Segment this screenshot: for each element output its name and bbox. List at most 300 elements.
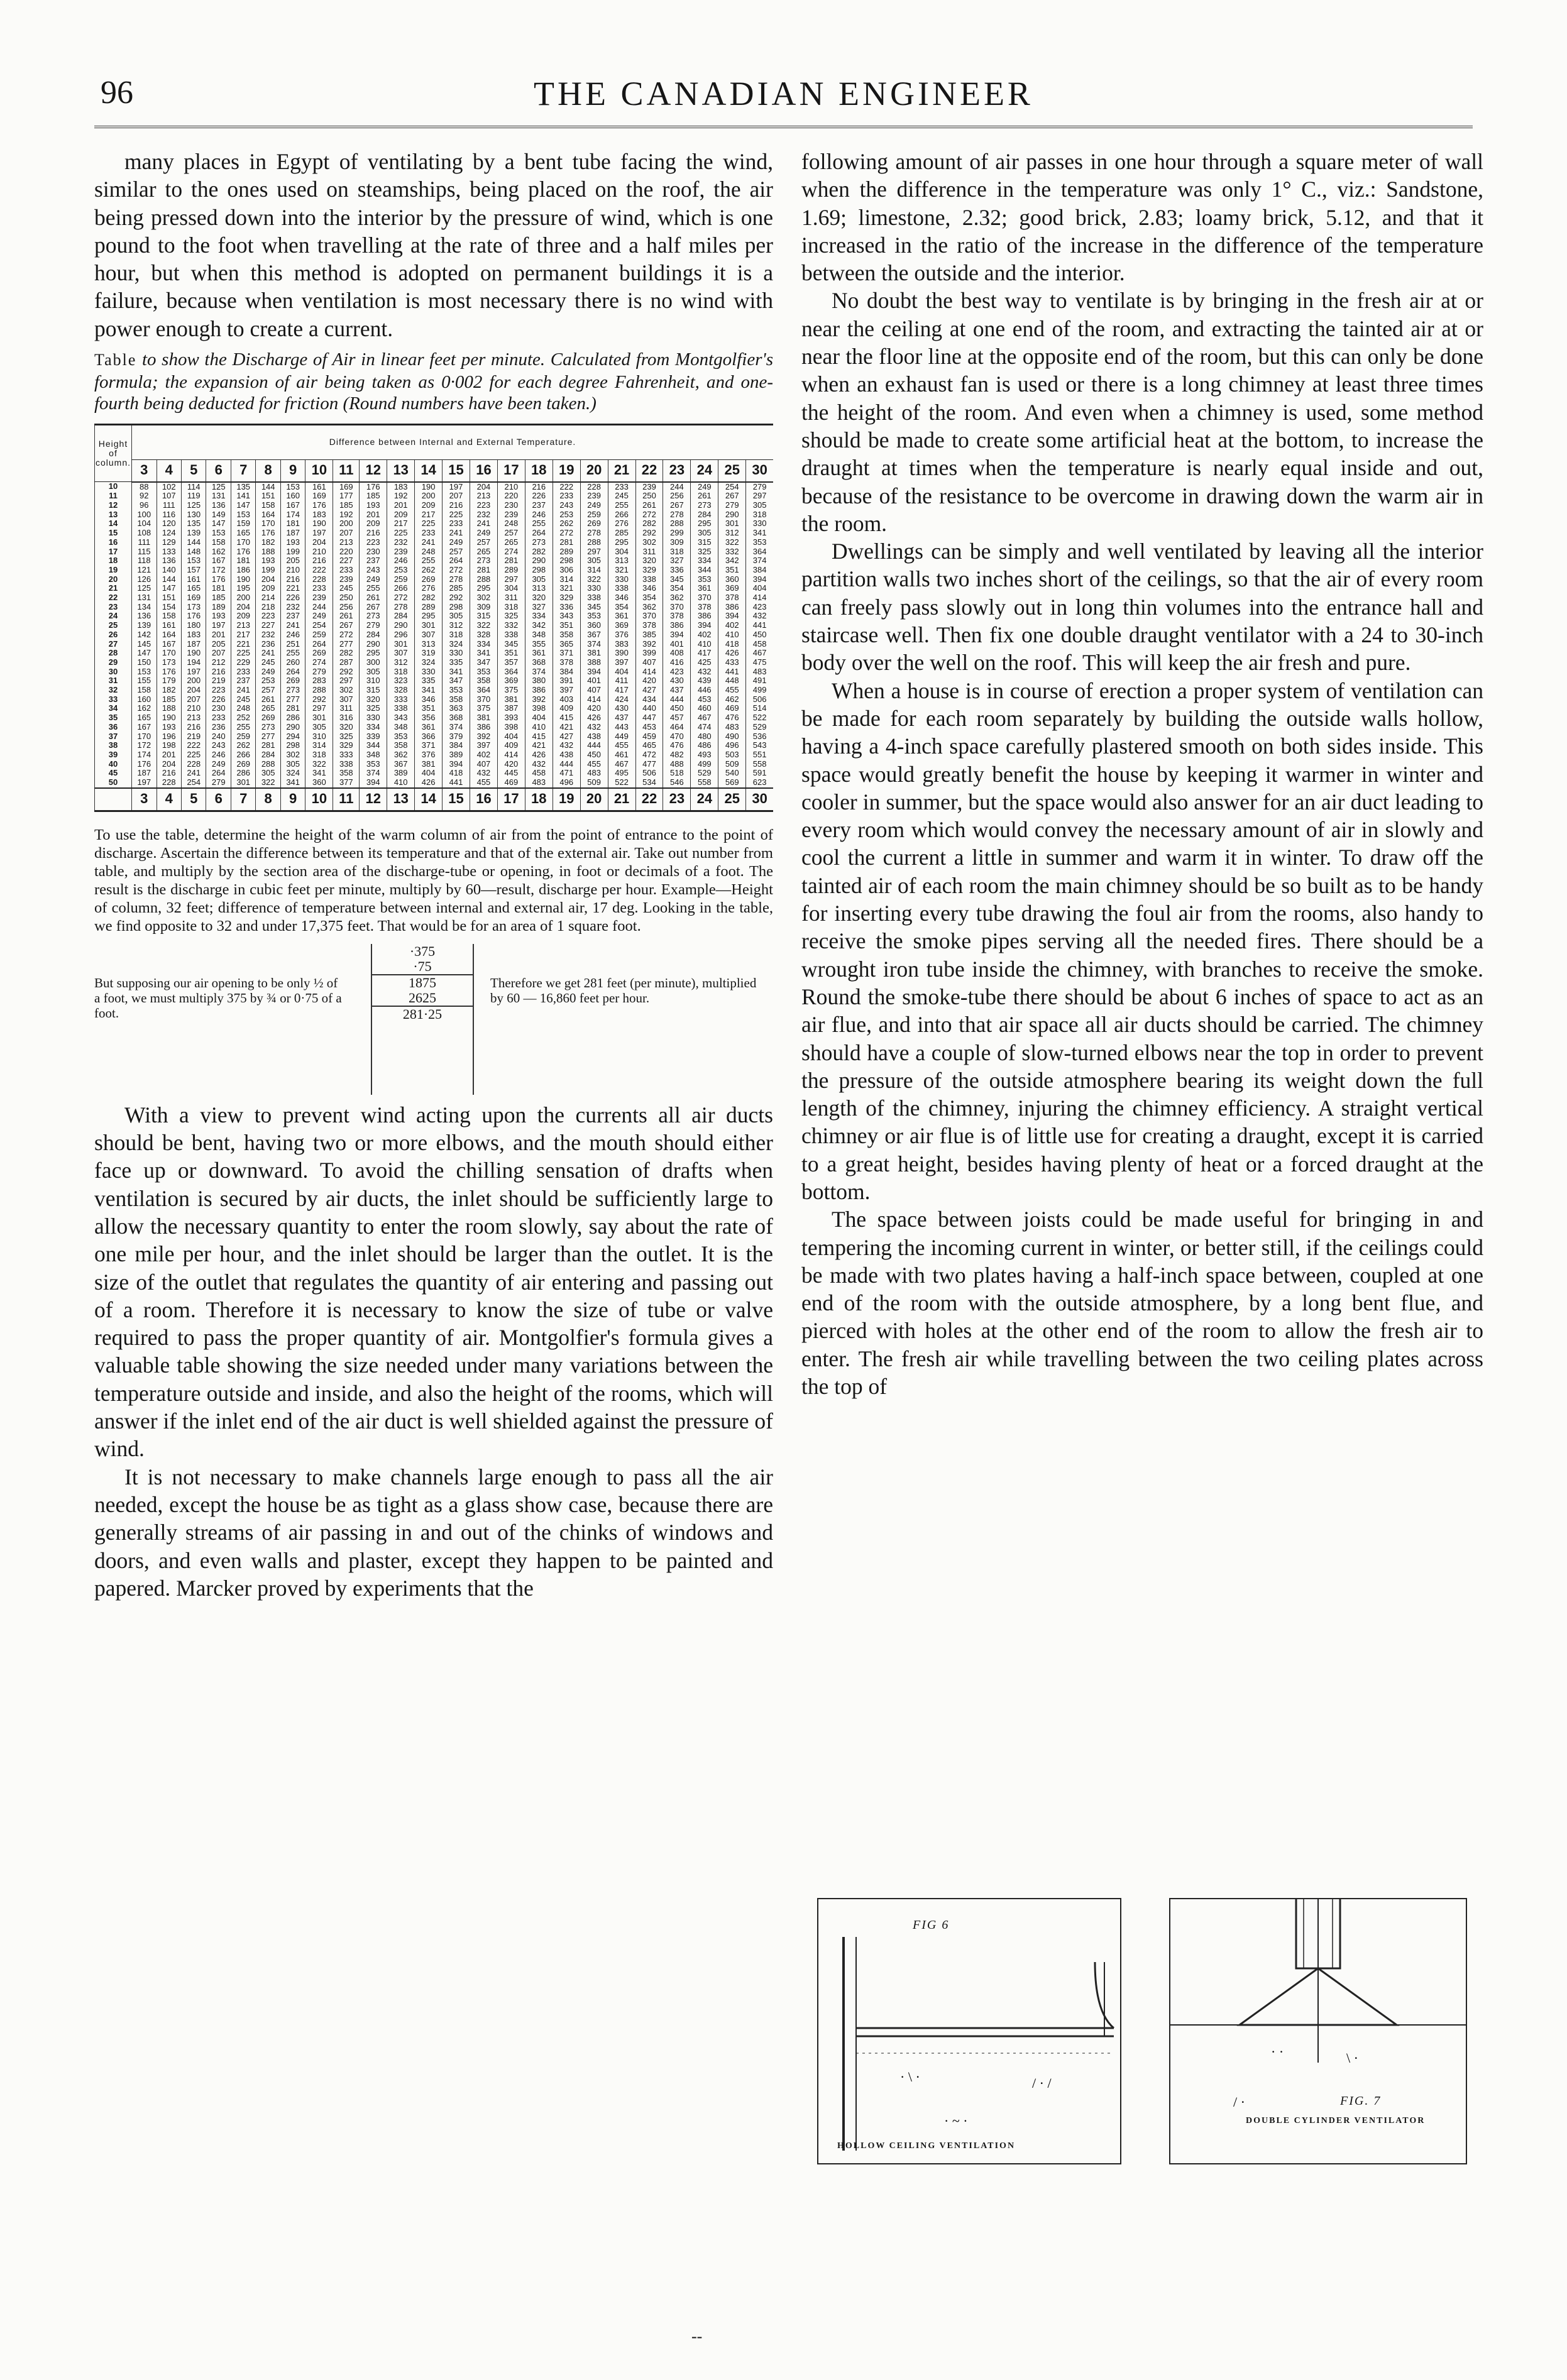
discharge-cell: 145: [132, 640, 157, 649]
discharge-cell: 174: [132, 750, 157, 760]
calc-left-note: But supposing our air opening to be only ½ of a foot, we must multiply 375 by ¾ or 0·75 of a foot.: [94, 975, 342, 1021]
discharge-cell: 328: [387, 686, 415, 695]
discharge-cell: 214: [256, 593, 280, 603]
discharge-cell: 245: [256, 658, 280, 667]
discharge-cell: 204: [470, 482, 497, 492]
discharge-cell: 233: [443, 519, 470, 529]
discharge-cell: 467: [746, 649, 773, 658]
discharge-cell: 341: [305, 769, 333, 778]
discharge-cell: 418: [443, 769, 470, 778]
discharge-cell: 241: [280, 621, 305, 630]
discharge-cell: 388: [580, 658, 608, 667]
discharge-cell: 249: [305, 611, 333, 621]
discharge-cell: 246: [280, 630, 305, 640]
temperature-footer: 15: [443, 788, 470, 811]
discharge-cell: 401: [580, 676, 608, 686]
discharge-cell: 404: [746, 584, 773, 593]
discharge-cell: 467: [608, 760, 635, 769]
discharge-cell: 209: [415, 501, 443, 510]
discharge-cell: 135: [231, 482, 255, 492]
discharge-cell: 255: [525, 519, 553, 529]
discharge-cell: 320: [635, 556, 663, 566]
discharge-cell: 440: [635, 704, 663, 713]
discharge-cell: 437: [608, 713, 635, 723]
discharge-cell: 114: [181, 482, 206, 492]
discharge-cell: 325: [333, 732, 360, 742]
discharge-cell: 367: [387, 760, 415, 769]
discharge-cell: 185: [157, 695, 181, 705]
discharge-cell: 376: [608, 630, 635, 640]
table-row: [95, 649, 774, 658]
svg-text:· ·: · ·: [1271, 2044, 1284, 2059]
table-row: [95, 538, 774, 547]
discharge-cell: 239: [497, 510, 525, 520]
discharge-cell: 450: [746, 630, 773, 640]
discharge-cell: 165: [132, 713, 157, 723]
discharge-cell: 96: [132, 501, 157, 510]
height-cell: 20: [95, 575, 132, 584]
discharge-cell: 264: [280, 667, 305, 677]
discharge-cell: 518: [663, 769, 691, 778]
discharge-cell: 302: [333, 686, 360, 695]
discharge-cell: 305: [280, 760, 305, 769]
discharge-cell: 361: [691, 584, 718, 593]
temperature-header: 4: [157, 459, 181, 482]
discharge-cell: 483: [718, 723, 746, 732]
discharge-cell: 360: [305, 778, 333, 788]
discharge-cell: 284: [360, 630, 387, 640]
svg-text:/ · /: / · /: [1032, 2075, 1052, 2091]
discharge-cell: 161: [181, 575, 206, 584]
discharge-cell: 249: [206, 760, 231, 769]
discharge-cell: 514: [746, 704, 773, 713]
height-cell: 17: [95, 547, 132, 557]
discharge-cell: 332: [718, 547, 746, 557]
discharge-cell: 591: [746, 769, 773, 778]
discharge-cell: 295: [415, 611, 443, 621]
discharge-cell: 328: [470, 630, 497, 640]
discharge-cell: 546: [663, 778, 691, 788]
discharge-cell: 361: [525, 649, 553, 658]
discharge-cell: 227: [333, 556, 360, 566]
discharge-cell: 181: [231, 556, 255, 566]
discharge-cell: 445: [497, 769, 525, 778]
discharge-cell: 292: [443, 593, 470, 603]
discharge-cell: 476: [718, 713, 746, 723]
discharge-cell: 164: [256, 510, 280, 520]
discharge-cell: 432: [470, 769, 497, 778]
discharge-cell: 354: [663, 584, 691, 593]
discharge-cell: 448: [718, 676, 746, 686]
discharge-cell: 220: [497, 491, 525, 501]
discharge-cell: 170: [132, 732, 157, 742]
discharge-cell: 267: [360, 603, 387, 612]
temperature-footer: 14: [415, 788, 443, 811]
discharge-cell: 136: [206, 501, 231, 510]
discharge-cell: 281: [553, 538, 580, 547]
svg-text:\ ·: \ ·: [1346, 2050, 1358, 2066]
discharge-cell: 279: [718, 501, 746, 510]
temperature-footer: 16: [470, 788, 497, 811]
discharge-cell: 418: [718, 640, 746, 649]
table-row: [95, 686, 774, 695]
discharge-cell: 338: [333, 760, 360, 769]
discharge-cell: 325: [691, 547, 718, 557]
discharge-cell: 398: [525, 704, 553, 713]
discharge-cell: 264: [525, 529, 553, 538]
discharge-cell: 301: [305, 713, 333, 723]
discharge-cell: 287: [333, 658, 360, 667]
discharge-cell: 358: [443, 695, 470, 705]
discharge-cell: 210: [305, 547, 333, 557]
discharge-cell: 355: [525, 640, 553, 649]
temperature-header: 14: [415, 459, 443, 482]
discharge-cell: 378: [691, 603, 718, 612]
discharge-cell: 237: [280, 611, 305, 621]
height-cell: 45: [95, 769, 132, 778]
discharge-cell: 441: [718, 667, 746, 677]
table-row: [95, 732, 774, 742]
discharge-cell: 115: [132, 547, 157, 557]
discharge-cell: 342: [525, 621, 553, 630]
discharge-cell: 471: [553, 769, 580, 778]
discharge-cell: 139: [132, 621, 157, 630]
discharge-cell: 402: [718, 621, 746, 630]
discharge-cell: 493: [691, 750, 718, 760]
discharge-cell: 147: [132, 649, 157, 658]
discharge-cell: 496: [718, 741, 746, 750]
discharge-cell: 174: [280, 510, 305, 520]
discharge-cell: 288: [580, 538, 608, 547]
svg-text:· ~ ·: · ~ ·: [944, 2113, 968, 2129]
discharge-cell: 325: [497, 611, 525, 621]
height-cell: 31: [95, 676, 132, 686]
temperature-footer: 4: [157, 788, 181, 811]
discharge-cell: 217: [387, 519, 415, 529]
discharge-cell: 320: [525, 593, 553, 603]
discharge-cell: 503: [718, 750, 746, 760]
discharge-cell: 318: [497, 603, 525, 612]
discharge-cell: 265: [256, 704, 280, 713]
discharge-cell: 281: [280, 704, 305, 713]
discharge-cell: 305: [305, 723, 333, 732]
discharge-cell: 298: [443, 603, 470, 612]
discharge-cell: 197: [181, 667, 206, 677]
table-row: [95, 547, 774, 557]
temperature-header: 7: [231, 459, 255, 482]
discharge-cell: 475: [746, 658, 773, 667]
discharge-cell: 370: [635, 611, 663, 621]
discharge-cell: 176: [206, 575, 231, 584]
discharge-cell: 250: [333, 593, 360, 603]
table-row: [95, 704, 774, 713]
discharge-cell: 499: [746, 686, 773, 695]
discharge-cell: 278: [443, 575, 470, 584]
discharge-cell: 353: [691, 575, 718, 584]
discharge-cell: 381: [580, 649, 608, 658]
temperature-footer: 20: [580, 788, 608, 811]
discharge-cell: 121: [132, 566, 157, 575]
discharge-cell: 142: [132, 630, 157, 640]
discharge-cell: 432: [553, 741, 580, 750]
discharge-cell: 414: [635, 667, 663, 677]
discharge-cell: 540: [718, 769, 746, 778]
discharge-cell: 402: [470, 750, 497, 760]
discharge-cell: 404: [415, 769, 443, 778]
discharge-cell: 176: [305, 501, 333, 510]
discharge-cell: 378: [663, 611, 691, 621]
discharge-cell: 229: [231, 658, 255, 667]
temperature-footer-row: [95, 788, 774, 811]
discharge-cell: 130: [181, 510, 206, 520]
discharge-cell: 131: [206, 491, 231, 501]
height-cell: 37: [95, 732, 132, 742]
discharge-cell: 169: [305, 491, 333, 501]
discharge-cell: 392: [525, 695, 553, 705]
discharge-cell: 233: [206, 713, 231, 723]
table-row: [95, 741, 774, 750]
discharge-cell: 506: [746, 695, 773, 705]
discharge-cell: 151: [256, 491, 280, 501]
discharge-cell: 176: [181, 611, 206, 621]
discharge-cell: 370: [470, 695, 497, 705]
discharge-cell: 290: [360, 640, 387, 649]
discharge-cell: 361: [608, 611, 635, 621]
discharge-cell: 371: [553, 649, 580, 658]
discharge-cell: 226: [280, 593, 305, 603]
discharge-cell: 204: [157, 760, 181, 769]
discharge-cell: 244: [663, 482, 691, 492]
discharge-cell: 307: [387, 649, 415, 658]
discharge-cell: 314: [305, 741, 333, 750]
discharge-cell: 129: [157, 538, 181, 547]
discharge-cell: 311: [635, 547, 663, 557]
hollow-ceiling-drawing: [818, 1899, 1120, 2163]
discharge-cell: 453: [691, 695, 718, 705]
discharge-cell: 312: [718, 529, 746, 538]
discharge-cell: 421: [525, 741, 553, 750]
discharge-cell: 426: [415, 778, 443, 788]
discharge-cell: 417: [691, 649, 718, 658]
table-row: [95, 676, 774, 686]
discharge-cell: 261: [360, 593, 387, 603]
discharge-cell: 392: [635, 640, 663, 649]
discharge-cell: 188: [256, 547, 280, 557]
discharge-cell: 491: [746, 676, 773, 686]
discharge-cell: 302: [635, 538, 663, 547]
discharge-cell: 200: [181, 676, 206, 686]
discharge-cell: 298: [280, 741, 305, 750]
discharge-cell: 377: [333, 778, 360, 788]
discharge-cell: 330: [608, 575, 635, 584]
discharge-cell: 354: [608, 603, 635, 612]
temperature-footer: 12: [360, 788, 387, 811]
discharge-cell: 332: [497, 621, 525, 630]
discharge-cell: 353: [387, 732, 415, 742]
discharge-cell: 334: [525, 611, 553, 621]
discharge-cell: 253: [256, 676, 280, 686]
discharge-cell: 100: [132, 510, 157, 520]
discharge-cell: 281: [256, 741, 280, 750]
discharge-cell: 534: [635, 778, 663, 788]
discharge-cell: 255: [360, 584, 387, 593]
table-row: [95, 519, 774, 529]
calc-line: 281·25: [402, 1006, 443, 1022]
discharge-cell: 295: [470, 584, 497, 593]
discharge-cell: 249: [580, 501, 608, 510]
discharge-cell: 190: [231, 575, 255, 584]
svg-text:· \ ·: · \ ·: [900, 2069, 920, 2085]
discharge-cell: 341: [746, 529, 773, 538]
discharge-cell: 200: [231, 593, 255, 603]
calc-line: ·375: [409, 943, 436, 959]
discharge-cell: 167: [280, 501, 305, 510]
calc-working: [371, 944, 474, 1095]
discharge-cell: 394: [580, 667, 608, 677]
discharge-cell: 267: [333, 621, 360, 630]
discharge-cell: 363: [443, 704, 470, 713]
discharge-cell: 426: [718, 649, 746, 658]
discharge-cell: 490: [718, 732, 746, 742]
discharge-cell: 342: [718, 556, 746, 566]
discharge-cell: 230: [497, 501, 525, 510]
discharge-cell: 334: [470, 640, 497, 649]
discharge-cell: 427: [635, 686, 663, 695]
temperature-footer: 25: [718, 788, 746, 811]
discharge-cell: 252: [231, 713, 255, 723]
discharge-cell: 378: [553, 658, 580, 667]
discharge-cell: 278: [580, 529, 608, 538]
discharge-cell: 204: [305, 538, 333, 547]
discharge-cell: 522: [746, 713, 773, 723]
discharge-cell: 495: [608, 769, 635, 778]
discharge-cell: 249: [360, 575, 387, 584]
fig6-diagram: [817, 1898, 1121, 2164]
temperature-footer: 30: [746, 788, 773, 811]
discharge-cell: 394: [691, 621, 718, 630]
discharge-cell: 329: [333, 741, 360, 750]
temperature-header: 12: [360, 459, 387, 482]
temperature-header: 9: [280, 459, 305, 482]
discharge-cell: 147: [231, 501, 255, 510]
discharge-cell: 318: [746, 510, 773, 520]
discharge-cell: 279: [305, 667, 333, 677]
discharge-cell: 225: [443, 510, 470, 520]
discharge-cell: 230: [360, 547, 387, 557]
discharge-cell: 304: [497, 584, 525, 593]
discharge-cell: 193: [256, 556, 280, 566]
discharge-cell: 255: [231, 723, 255, 732]
discharge-cell: 233: [231, 667, 255, 677]
discharge-cell: 482: [663, 750, 691, 760]
discharge-cell: 225: [387, 529, 415, 538]
discharge-cell: 447: [635, 713, 663, 723]
table-row: [95, 723, 774, 732]
discharge-cell: 157: [181, 566, 206, 575]
discharge-cell: 292: [305, 695, 333, 705]
discharge-cell: 369: [608, 621, 635, 630]
discharge-cell: 414: [580, 695, 608, 705]
discharge-cell: 256: [663, 491, 691, 501]
discharge-cell: 543: [746, 741, 773, 750]
temperature-header: 3: [132, 459, 157, 482]
discharge-cell: 144: [256, 482, 280, 492]
discharge-cell: 437: [663, 686, 691, 695]
temperature-footer: 6: [206, 788, 231, 811]
discharge-cell: 158: [157, 611, 181, 621]
discharge-cell: 225: [181, 750, 206, 760]
discharge-cell: 209: [387, 510, 415, 520]
height-cell: 19: [95, 566, 132, 575]
discharge-cell: 259: [387, 575, 415, 584]
discharge-cell: 394: [746, 575, 773, 584]
discharge-cell: 139: [181, 529, 206, 538]
discharge-cell: 432: [580, 723, 608, 732]
discharge-cell: 241: [443, 529, 470, 538]
discharge-cell: 301: [231, 778, 255, 788]
discharge-cell: 190: [181, 649, 206, 658]
discharge-cell: 266: [231, 750, 255, 760]
discharge-cell: 290: [718, 510, 746, 520]
discharge-cell: 262: [415, 566, 443, 575]
discharge-cell: 216: [443, 501, 470, 510]
discharge-cell: 353: [580, 611, 608, 621]
temperature-footer: 24: [691, 788, 718, 811]
discharge-cell: 204: [256, 575, 280, 584]
discharge-cell: 278: [663, 510, 691, 520]
discharge-cell: 399: [635, 649, 663, 658]
table-row: [95, 760, 774, 769]
discharge-cell: 207: [443, 491, 470, 501]
discharge-cell: 297: [333, 676, 360, 686]
discharge-cell: 144: [157, 575, 181, 584]
discharge-cell: 273: [280, 686, 305, 695]
discharge-cell: 330: [360, 713, 387, 723]
discharge-cell: 470: [663, 732, 691, 742]
temperature-footer: 7: [231, 788, 255, 811]
discharge-cell: 410: [525, 723, 553, 732]
table-caption: [94, 349, 773, 415]
discharge-cell: 290: [525, 556, 553, 566]
height-cell: 18: [95, 556, 132, 566]
table-row: [95, 769, 774, 778]
discharge-cell: 414: [497, 750, 525, 760]
discharge-cell: 228: [580, 482, 608, 492]
table-row: [95, 640, 774, 649]
discharge-cell: 325: [360, 704, 387, 713]
discharge-cell: 499: [691, 760, 718, 769]
temperature-header: 15: [443, 459, 470, 482]
discharge-cell: 397: [608, 658, 635, 667]
discharge-cell: 480: [691, 732, 718, 742]
temperature-footer: 23: [663, 788, 691, 811]
discharge-cell: 302: [470, 593, 497, 603]
table-row: [95, 491, 774, 501]
discharge-cell: 318: [663, 547, 691, 557]
discharge-cell: 432: [691, 667, 718, 677]
discharge-cell: 277: [333, 640, 360, 649]
discharge-cell: 233: [305, 584, 333, 593]
discharge-cell: 314: [553, 575, 580, 584]
discharge-cell: 407: [580, 686, 608, 695]
discharge-cell: 348: [525, 630, 553, 640]
temperature-header: 8: [256, 459, 280, 482]
discharge-cell: 233: [553, 491, 580, 501]
discharge-cell: 180: [181, 621, 206, 630]
discharge-cell: 398: [497, 723, 525, 732]
discharge-cell: 257: [256, 686, 280, 695]
discharge-cell: 383: [608, 640, 635, 649]
